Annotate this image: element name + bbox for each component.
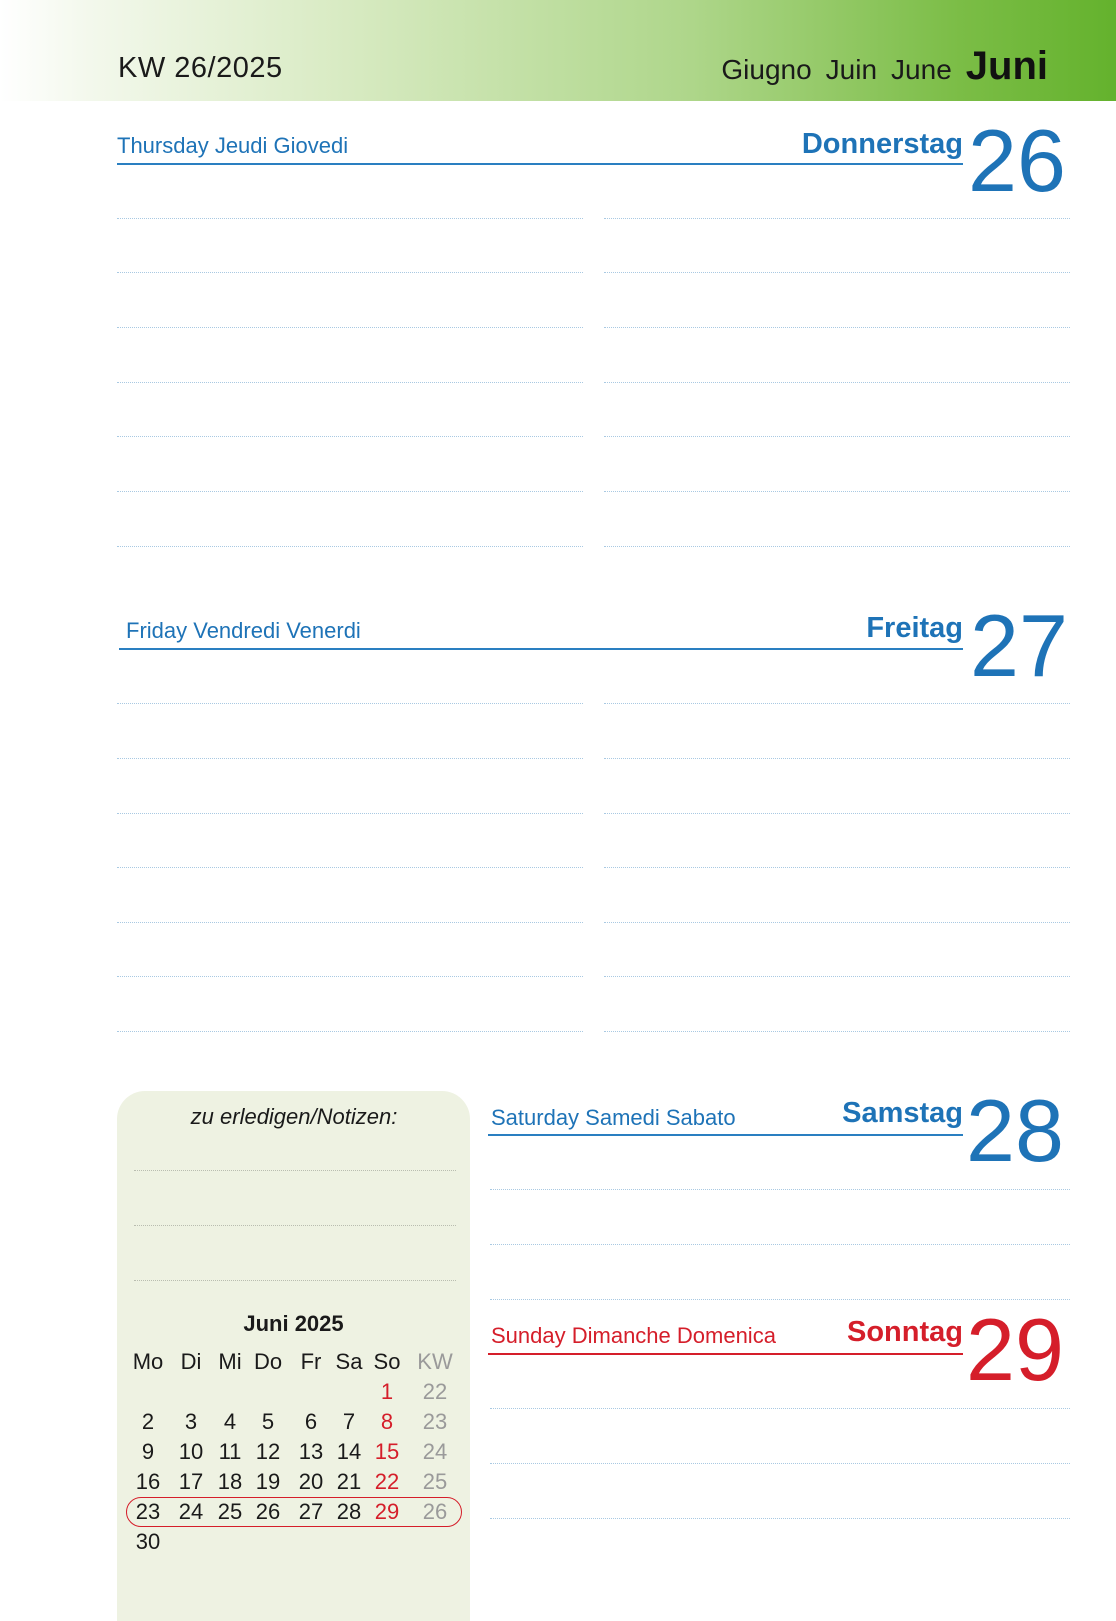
writing-line[interactable] (604, 703, 1070, 704)
writing-line[interactable] (117, 922, 583, 923)
day-number: 28 (966, 1081, 1064, 1180)
writing-line[interactable] (117, 382, 583, 383)
day-number: 29 (966, 1300, 1064, 1399)
writing-line[interactable] (117, 272, 583, 273)
mini-calendar-day: 20 (298, 1469, 324, 1494)
writing-line[interactable] (117, 491, 583, 492)
mini-calendar-day: 14 (336, 1439, 362, 1464)
mini-calendar-day: 30 (135, 1529, 161, 1554)
mini-calendar-day: 25 (217, 1499, 243, 1524)
mini-calendar-day: 19 (255, 1469, 281, 1494)
mini-calendar-week-number: 23 (422, 1409, 448, 1434)
mini-calendar-header: Do (253, 1349, 283, 1374)
mini-calendar-week-number: 25 (422, 1469, 448, 1494)
mini-calendar-day: 29 (374, 1499, 400, 1524)
mini-calendar-header: Mo (132, 1349, 164, 1374)
month-name-english: June (891, 54, 952, 85)
day-name: Freitag (866, 612, 963, 644)
mini-calendar-day: 15 (374, 1439, 400, 1464)
mini-calendar-day: 8 (380, 1409, 394, 1434)
writing-line[interactable] (490, 1189, 1070, 1190)
day-rule (488, 1134, 963, 1136)
day-foreign-names: Sunday Dimanche Domenica (491, 1323, 776, 1348)
writing-line[interactable] (490, 1244, 1070, 1245)
writing-line[interactable] (604, 813, 1070, 814)
mini-calendar-day: 4 (223, 1409, 237, 1434)
mini-calendar-day: 2 (141, 1409, 155, 1434)
mini-calendar-day: 13 (298, 1439, 324, 1464)
mini-calendar-day: 5 (261, 1409, 275, 1434)
writing-line[interactable] (604, 327, 1070, 328)
writing-line[interactable] (117, 703, 583, 704)
mini-calendar-header: KW (417, 1349, 453, 1374)
day-name: Donnerstag (801, 128, 963, 160)
writing-line[interactable] (117, 813, 583, 814)
notes-title: zu erledigen/Notizen: (190, 1104, 398, 1129)
day-number: 27 (970, 596, 1068, 695)
mini-calendar-day: 9 (141, 1439, 155, 1464)
writing-line[interactable] (604, 272, 1070, 273)
writing-line[interactable] (604, 976, 1070, 977)
writing-line[interactable] (117, 758, 583, 759)
mini-calendar-header: Di (180, 1349, 202, 1374)
day-rule (488, 1353, 963, 1355)
writing-line[interactable] (117, 546, 583, 547)
writing-line[interactable] (117, 218, 583, 219)
mini-calendar-day: 16 (135, 1469, 161, 1494)
notes-line[interactable] (134, 1170, 456, 1171)
mini-calendar-day: 21 (336, 1469, 362, 1494)
writing-line[interactable] (604, 218, 1070, 219)
mini-calendar-week-number: 26 (422, 1499, 448, 1524)
writing-line[interactable] (604, 867, 1070, 868)
mini-calendar-header: Mi (218, 1349, 242, 1374)
writing-line[interactable] (604, 491, 1070, 492)
mini-calendar-day: 17 (178, 1469, 204, 1494)
writing-line[interactable] (490, 1518, 1070, 1519)
current-week-highlight (126, 1497, 462, 1527)
mini-calendar-day: 26 (255, 1499, 281, 1524)
writing-line[interactable] (117, 976, 583, 977)
mini-calendar-day: 23 (135, 1499, 161, 1524)
day-number: 26 (968, 111, 1066, 210)
mini-calendar-day: 22 (374, 1469, 400, 1494)
writing-line[interactable] (604, 758, 1070, 759)
writing-line[interactable] (604, 1031, 1070, 1032)
month-name-french: Juin (825, 54, 878, 85)
month-name-italian: Giugno (721, 54, 812, 85)
writing-line[interactable] (604, 382, 1070, 383)
day-name: Sonntag (847, 1316, 963, 1348)
month-name-german: Juni (965, 44, 1048, 88)
month-names (721, 44, 1048, 89)
day-rule (117, 163, 963, 165)
day-foreign-names: Saturday Samedi Sabato (491, 1105, 736, 1130)
mini-calendar-header: Fr (300, 1349, 322, 1374)
mini-calendar-day: 10 (178, 1439, 204, 1464)
writing-line[interactable] (117, 867, 583, 868)
mini-calendar-header: So (373, 1349, 401, 1374)
writing-line[interactable] (117, 327, 583, 328)
mini-calendar-day: 18 (217, 1469, 243, 1494)
writing-line[interactable] (604, 922, 1070, 923)
writing-line[interactable] (604, 436, 1070, 437)
day-name: Samstag (842, 1097, 963, 1129)
week-label: KW 26/2025 (118, 52, 283, 84)
notes-line[interactable] (134, 1280, 456, 1281)
mini-calendar-header: Sa (335, 1349, 363, 1374)
writing-line[interactable] (117, 436, 583, 437)
mini-calendar-day: 27 (298, 1499, 324, 1524)
day-foreign-names: Friday Vendredi Venerdi (126, 618, 361, 643)
writing-line[interactable] (490, 1408, 1070, 1409)
writing-line[interactable] (490, 1463, 1070, 1464)
mini-calendar-week-number: 22 (422, 1379, 448, 1404)
mini-calendar-day: 6 (304, 1409, 318, 1434)
mini-calendar-day: 11 (218, 1439, 242, 1464)
mini-calendar-day: 12 (255, 1439, 281, 1464)
mini-calendar-week-number: 24 (422, 1439, 448, 1464)
mini-calendar-title: Juni 2025 (243, 1311, 344, 1336)
writing-line[interactable] (604, 546, 1070, 547)
writing-line[interactable] (117, 1031, 583, 1032)
mini-calendar-day: 24 (178, 1499, 204, 1524)
notes-line[interactable] (134, 1225, 456, 1226)
mini-calendar-day: 3 (184, 1409, 198, 1434)
day-rule (119, 648, 963, 650)
day-foreign-names: Thursday Jeudi Giovedi (117, 133, 349, 158)
mini-calendar-day: 7 (342, 1409, 356, 1434)
mini-calendar-day: 28 (336, 1499, 362, 1524)
mini-calendar-day: 1 (380, 1379, 394, 1404)
